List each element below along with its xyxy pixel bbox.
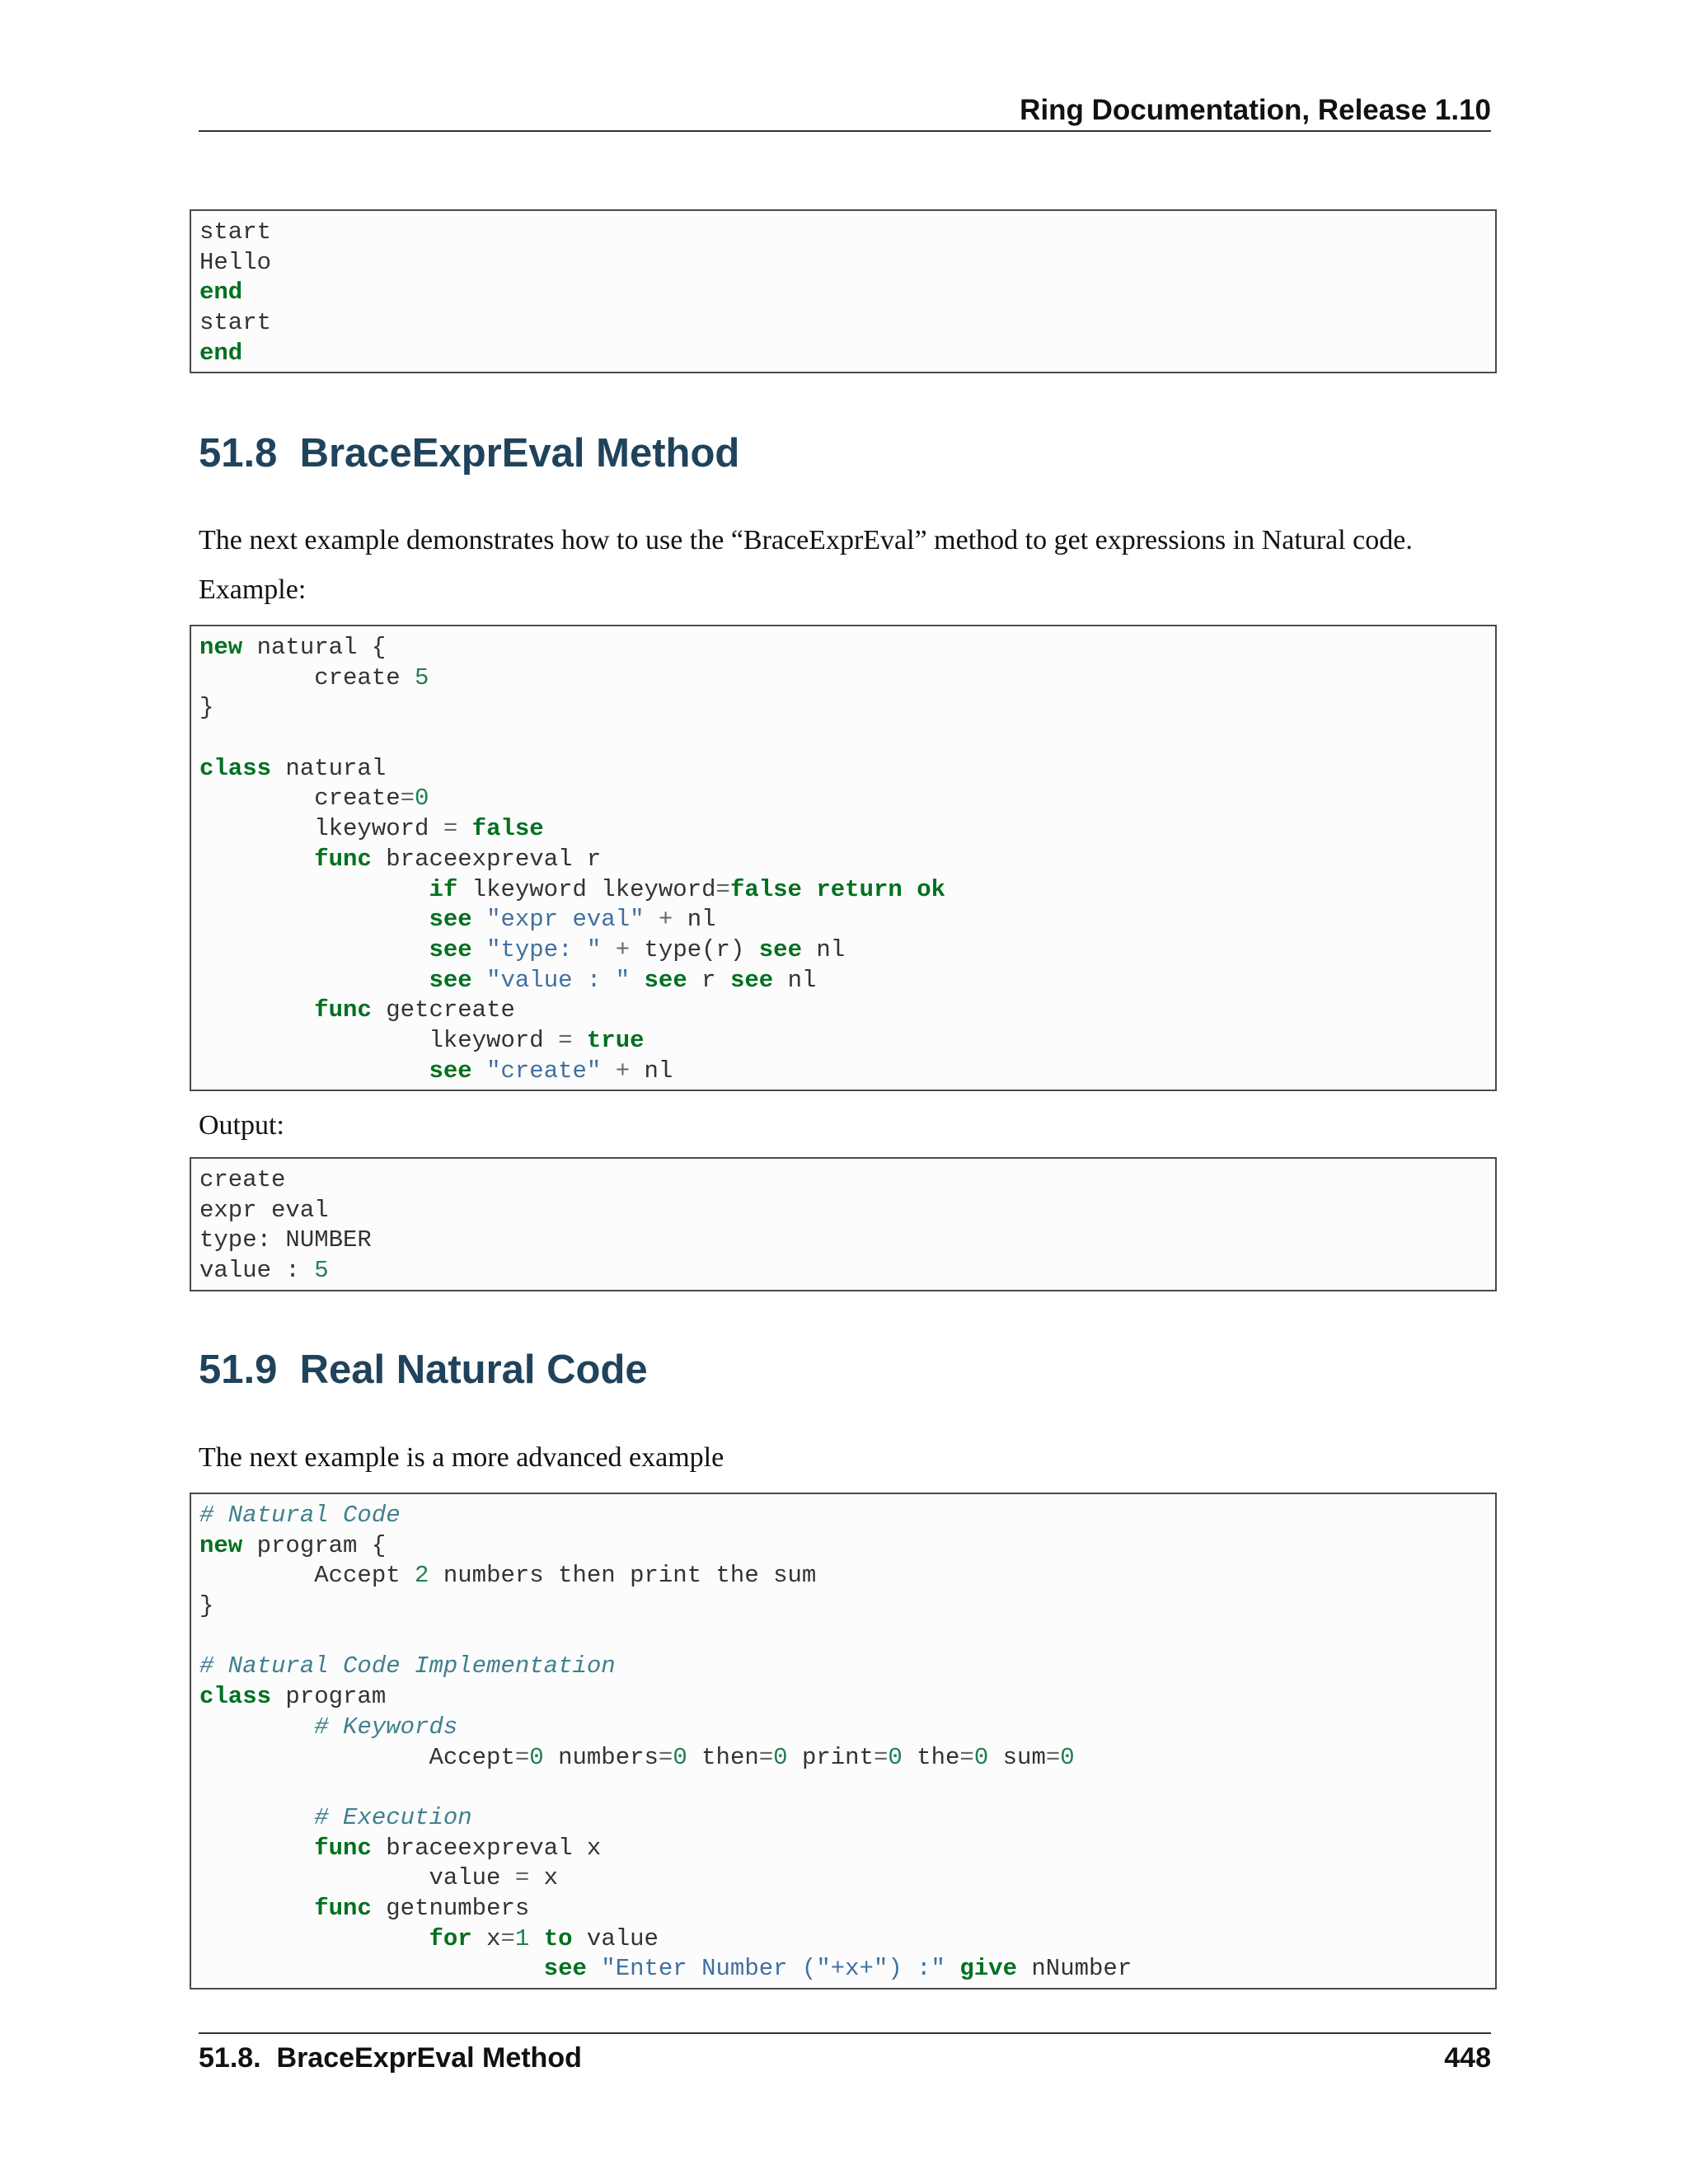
code-token: # Natural Code Implementation (199, 1652, 616, 1680)
code-token: new (199, 1531, 243, 1559)
code-token: 1 (514, 1924, 530, 1952)
code-line (199, 633, 1487, 663)
code-token: 0 (773, 1743, 788, 1771)
code-line (199, 1682, 1487, 1713)
code-token: 0 (673, 1743, 687, 1771)
code-token: program { (242, 1531, 387, 1559)
code-token (199, 1925, 429, 1952)
code-line (199, 814, 1487, 845)
code-token: Hello (199, 248, 272, 276)
code-line (199, 1165, 1487, 1196)
code-token: create (199, 785, 401, 813)
code-token: end (199, 339, 243, 367)
code-token: true (586, 1026, 645, 1054)
code-token (472, 1057, 486, 1085)
example-code-block (190, 1493, 1497, 1990)
code-token: r (687, 966, 730, 994)
footer-section-title: 51.8. BraceExprEval Method (199, 2042, 582, 2074)
code-token: ok (917, 875, 945, 903)
code-token: = (514, 1864, 530, 1892)
code-token: see (429, 935, 472, 963)
code-token: 0 (415, 785, 429, 813)
code-token: = (514, 1743, 530, 1771)
code-token (199, 1835, 314, 1862)
code-token: = (959, 1743, 974, 1771)
code-token: type(r) (630, 935, 759, 963)
code-token: nl (630, 1057, 673, 1085)
code-token: value (199, 1864, 515, 1892)
code-token: + (615, 935, 631, 963)
code-line (199, 1026, 1487, 1057)
code-line (199, 1863, 1487, 1894)
code-token: func (314, 996, 372, 1024)
code-line (199, 1924, 1487, 1955)
code-token: see (429, 1057, 472, 1085)
code-token: see (729, 966, 774, 994)
code-token (457, 815, 471, 842)
code-token: start (199, 218, 272, 246)
code-token: = (443, 815, 458, 843)
code-token: natural { (242, 634, 387, 661)
code-token: 5 (415, 663, 429, 691)
code-token: + (615, 1057, 631, 1085)
code-token: see (429, 966, 472, 994)
code-token (199, 1713, 314, 1741)
code-token (199, 846, 314, 873)
code-token: see (758, 935, 802, 963)
section-heading-51-8: 51.8 BraceExprEval Method (199, 431, 740, 476)
example-label: Example: (199, 574, 307, 605)
code-token: lkeyword (199, 815, 443, 843)
code-token: numbers then print the sum (429, 1562, 817, 1590)
code-token (199, 996, 314, 1024)
code-line (199, 1743, 1487, 1774)
code-line (199, 1256, 1487, 1286)
code-token: # Execution (314, 1803, 472, 1831)
output-label: Output: (199, 1110, 284, 1141)
code-token (645, 906, 659, 933)
code-token: = (758, 1743, 774, 1771)
code-token: "type: " (486, 935, 602, 963)
code-token: sum (988, 1743, 1046, 1771)
code-token: create (199, 1166, 286, 1193)
code-token: func (314, 845, 372, 873)
section-intro-paragraph: The next example demonstrates how to use the “BraceExprEval” method to get expressions in Natural code. (199, 525, 1413, 555)
code-token (472, 936, 486, 963)
code-line (199, 218, 1487, 248)
code-token: start (199, 309, 272, 337)
code-token (572, 1027, 586, 1054)
code-token (802, 876, 816, 903)
code-token: new (199, 634, 243, 661)
code-token: = (500, 1924, 515, 1952)
code-token: give (959, 1955, 1017, 1983)
code-token: 0 (529, 1743, 544, 1771)
code-line (199, 1531, 1487, 1562)
code-token (472, 906, 486, 933)
code-token: 0 (973, 1743, 989, 1771)
code-line (199, 663, 1487, 694)
code-token (587, 1955, 601, 1982)
code-line (199, 754, 1487, 785)
page-footer (199, 2032, 1491, 2083)
output-code-block (190, 209, 1497, 373)
document-title: Ring Documentation, Release 1.10 (1020, 94, 1491, 126)
code-line (199, 724, 1487, 754)
code-line (199, 996, 1487, 1026)
code-token: braceexpreval x (371, 1834, 602, 1862)
code-token: Accept (199, 1562, 415, 1590)
code-token: class (199, 1683, 272, 1711)
code-token: Accept (199, 1743, 515, 1771)
code-line (199, 966, 1487, 996)
code-token: if (429, 875, 458, 903)
example-code-block (190, 625, 1497, 1091)
code-token: = (558, 1026, 573, 1054)
code-line (199, 1713, 1487, 1743)
code-line (199, 1057, 1487, 1087)
code-token: lkeyword lkeyword (457, 875, 716, 903)
code-line (199, 248, 1487, 279)
code-token: = (873, 1743, 889, 1771)
code-token (199, 1804, 314, 1831)
code-line (199, 1773, 1487, 1803)
code-token: "value : " (486, 966, 631, 994)
code-token: value (572, 1924, 659, 1952)
section-heading-51-9: 51.9 Real Natural Code (199, 1347, 648, 1392)
code-line (199, 693, 1487, 724)
code-token: # Keywords (314, 1713, 458, 1741)
output-code-block (190, 1157, 1497, 1291)
code-token: for (429, 1924, 472, 1952)
code-token: nl (801, 935, 846, 963)
code-token: see (543, 1955, 587, 1983)
code-token: nl (673, 906, 716, 934)
code-token: lkeyword (199, 1026, 559, 1054)
code-token: = (400, 785, 415, 813)
code-line (199, 1954, 1487, 1985)
code-token: see (429, 906, 472, 934)
code-token (903, 876, 917, 903)
code-token: expr eval (199, 1196, 329, 1224)
code-token (472, 967, 486, 994)
code-token (199, 876, 429, 903)
code-token: = (658, 1743, 673, 1771)
section-intro-paragraph: The next example is a more advanced example (199, 1442, 724, 1473)
code-token: getnumbers (371, 1894, 530, 1922)
code-line (199, 1196, 1487, 1226)
code-token: nNumber (1017, 1955, 1132, 1983)
code-token: create (199, 663, 415, 691)
code-token: func (314, 1834, 372, 1862)
code-token: } (199, 1592, 214, 1620)
page-number: 448 (1444, 2042, 1491, 2074)
code-token (199, 906, 429, 933)
code-token (199, 1955, 544, 1982)
code-token: false (729, 875, 802, 903)
code-token: natural (271, 754, 387, 782)
code-token: = (715, 875, 730, 903)
code-token: getcreate (371, 996, 515, 1024)
code-token: + (658, 906, 673, 934)
page-header (199, 91, 1491, 132)
code-token (199, 1895, 314, 1922)
code-token (199, 967, 429, 994)
code-token (945, 1955, 959, 1982)
code-token: print (787, 1743, 874, 1771)
code-token (601, 936, 615, 963)
code-line (199, 905, 1487, 935)
code-line (199, 1591, 1487, 1622)
code-token (529, 1925, 543, 1952)
code-token: x (529, 1864, 559, 1892)
code-token: class (199, 754, 272, 782)
code-line (199, 845, 1487, 875)
code-token: "create" (486, 1057, 602, 1085)
code-line (199, 935, 1487, 966)
code-token (630, 967, 644, 994)
code-token (199, 936, 429, 963)
code-token (199, 1057, 429, 1085)
code-token: then (687, 1743, 759, 1771)
code-token: nl (773, 966, 817, 994)
code-line (199, 1561, 1487, 1591)
code-token: type: NUMBER (199, 1226, 372, 1254)
code-line (199, 1501, 1487, 1531)
code-line (199, 278, 1487, 308)
code-token: value : (199, 1257, 315, 1285)
code-token: return (816, 875, 903, 903)
code-token: x (471, 1924, 501, 1952)
code-line (199, 308, 1487, 339)
code-line (199, 1894, 1487, 1924)
code-token: func (314, 1894, 372, 1922)
code-line (199, 875, 1487, 906)
code-line (199, 1834, 1487, 1864)
code-token: see (644, 966, 687, 994)
code-line (199, 784, 1487, 814)
code-token: } (199, 694, 214, 722)
code-line (199, 1226, 1487, 1256)
code-token: braceexpreval r (371, 845, 602, 873)
code-token: the (902, 1743, 960, 1771)
code-line (199, 1622, 1487, 1652)
code-token: to (543, 1924, 573, 1952)
code-token: numbers (543, 1743, 659, 1771)
code-token: 5 (314, 1257, 329, 1285)
code-line (199, 339, 1487, 369)
code-token: false (471, 815, 544, 843)
code-line (199, 1803, 1487, 1834)
code-line (199, 1652, 1487, 1682)
code-token: 0 (1060, 1743, 1075, 1771)
code-token: "expr eval" (486, 906, 645, 934)
code-token: "Enter Number ("+x+") :" (601, 1955, 945, 1983)
code-token: 0 (888, 1743, 903, 1771)
code-token (601, 1057, 615, 1085)
code-token: 2 (415, 1562, 429, 1590)
code-token: end (199, 279, 243, 307)
code-token: # Natural Code (199, 1502, 401, 1529)
code-token: program (271, 1683, 387, 1711)
code-token: = (1045, 1743, 1061, 1771)
